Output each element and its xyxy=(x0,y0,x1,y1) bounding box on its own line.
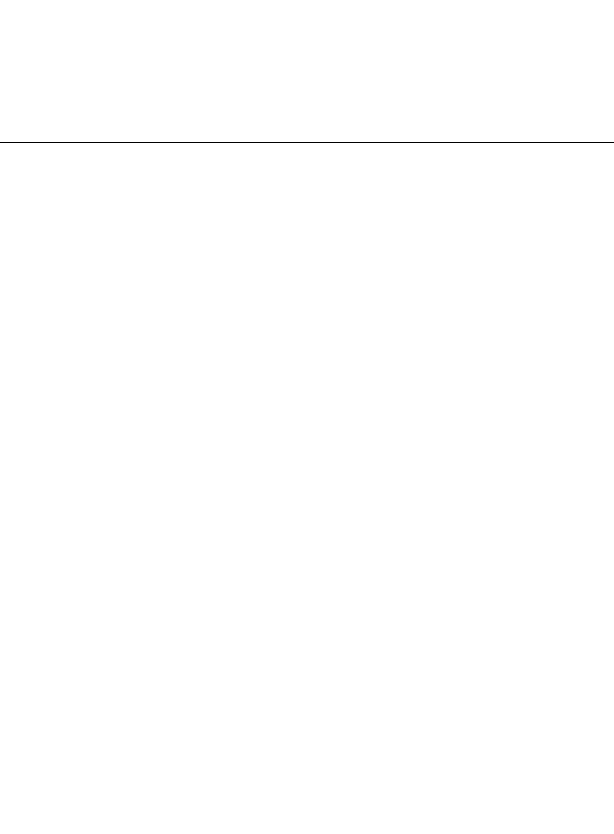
header-divider xyxy=(0,142,614,143)
